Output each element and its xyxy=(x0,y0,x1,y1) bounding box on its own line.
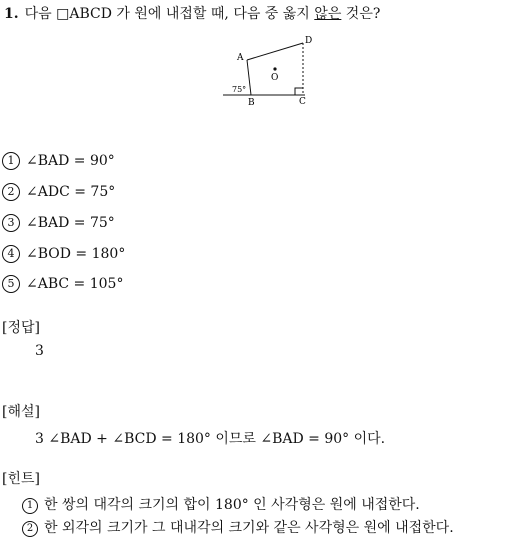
hint-item-1-text: 한 쌍의 대각의 크기의 합이 180° 인 사각형은 원에 내접한다. xyxy=(44,497,420,513)
choice-2[interactable] xyxy=(2,183,115,201)
explanation-text: 3 ∠BAD + ∠BCD = 180° 이므로 ∠BAD = 90° 이다. xyxy=(35,431,386,447)
hint-item-1 xyxy=(22,494,420,514)
label-b: B xyxy=(248,98,255,108)
label-d: D xyxy=(305,36,313,46)
choice-1-text: ∠BAD = 90° xyxy=(26,153,115,169)
side-ad xyxy=(247,43,303,60)
question-underlined-word: 않은 xyxy=(314,6,342,22)
label-a: A xyxy=(237,53,244,63)
choice-3-mark: 3 xyxy=(2,214,20,232)
choice-1[interactable] xyxy=(2,152,115,170)
choice-3[interactable] xyxy=(2,214,115,232)
label-angle: 75° xyxy=(232,85,247,94)
choice-4[interactable] xyxy=(2,245,125,263)
choice-4-text: ∠BOD = 180° xyxy=(26,246,126,262)
choice-3-text: ∠BAD = 75° xyxy=(26,215,115,231)
label-c: C xyxy=(299,97,306,107)
question-number: 1. xyxy=(4,6,19,22)
choice-4-mark: 4 xyxy=(2,245,20,263)
side-ab xyxy=(247,60,251,95)
choice-2-mark: 2 xyxy=(2,183,20,201)
explanation-label: [해설] xyxy=(2,404,40,420)
question-text: 다음 □ABCD 가 원에 내접할 때, 다음 중 옳지 xyxy=(24,6,315,22)
answer-value: 3 xyxy=(35,343,44,359)
hint-item-2 xyxy=(22,517,454,537)
hint-item-1-mark: 1 xyxy=(22,498,38,514)
question-title xyxy=(4,3,380,23)
center-point-o xyxy=(273,67,276,70)
choice-5[interactable] xyxy=(2,275,123,293)
choice-1-mark: 1 xyxy=(2,152,20,170)
label-o: O xyxy=(271,73,279,83)
hint-item-2-text: 한 외각의 크기가 그 대내각의 크기와 같은 사각형은 원에 내접한다. xyxy=(44,520,454,536)
choice-5-text: ∠ABC = 105° xyxy=(26,276,124,292)
hint-label: [힌트] xyxy=(2,471,40,487)
answer-label: [정답] xyxy=(2,320,40,336)
choice-5-mark: 5 xyxy=(2,275,20,293)
choice-2-text: ∠ADC = 75° xyxy=(26,184,116,200)
figure-svg xyxy=(215,33,315,113)
hint-item-2-mark: 2 xyxy=(22,521,38,537)
right-angle-mark xyxy=(295,88,303,95)
quadrilateral-figure xyxy=(215,33,315,113)
question-text-end: 것은? xyxy=(341,6,381,22)
